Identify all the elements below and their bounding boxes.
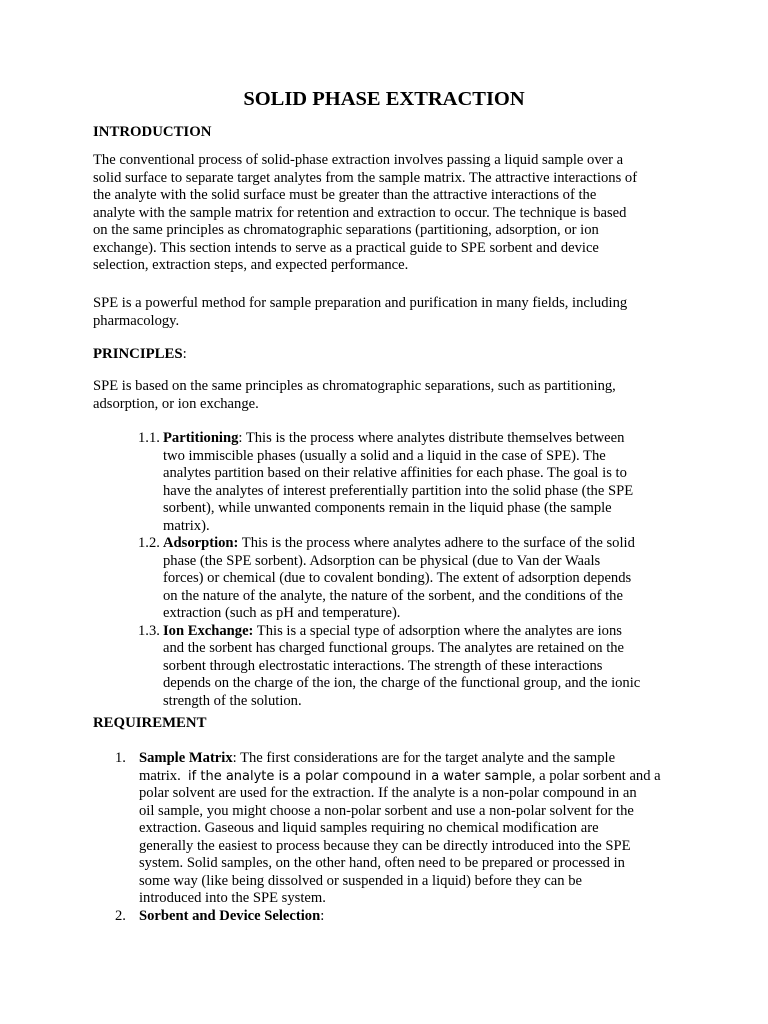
list-item-term: Partitioning <box>163 430 239 446</box>
introduction-paragraph-2 <box>93 295 677 330</box>
text-line <box>163 623 677 641</box>
text-line: on the same principles as chromatographic separations (partitioning, adsorption, or ion <box>93 222 599 238</box>
text-line <box>163 535 677 553</box>
list-item-term: Sorbent and Device Selection <box>139 907 321 924</box>
list-item-term: Sample Matrix <box>139 750 233 766</box>
text-line: polar solvent are used for the extraction. If the analyte is a non-polar compound in an <box>139 785 637 801</box>
introduction-heading: INTRODUCTION <box>93 124 212 140</box>
list-item-sorbent-device-selection <box>93 908 677 926</box>
introduction-paragraph-1 <box>93 152 677 275</box>
text-line: depends on the charge of the ion, the charge of the functional group, and the ionic <box>163 675 641 691</box>
text-line: solid surface to separate target analytes from the sample matrix. The attractive interactions of <box>93 169 638 186</box>
text-line: pharmacology. <box>93 312 180 329</box>
text-line: matrix). <box>163 517 210 534</box>
text-line: introduced into the SPE system. <box>139 890 326 906</box>
list-item-text: , a polar sorbent and a <box>531 767 661 784</box>
text-line: two immiscible phases (usually a solid and a liquid in the case of SPE). The <box>163 447 606 464</box>
text-line: and the sorbent has charged functional groups. The analytes are retained on the <box>163 640 625 656</box>
principles-heading-text: PRINCIPLES <box>93 346 183 362</box>
text-line: phase (the SPE sorbent). Adsorption can be physical (due to Van der Waals <box>163 552 601 569</box>
text-line <box>139 750 677 768</box>
list-item-text: This is the process where analytes adhere to the surface of the solid <box>238 535 635 551</box>
text-line: selection, extraction steps, and expected performance. <box>93 257 409 273</box>
list-item-adsorption <box>93 535 677 623</box>
text-line: system. Solid samples, on the other hand, often need to be prepared or processed in <box>139 855 625 871</box>
text-line: extraction (such as pH and temperature). <box>163 605 401 621</box>
list-item-number: 1.1. <box>138 430 160 446</box>
text-line: analyte with the sample matrix for retention and extraction to occur. The technique is based <box>93 204 627 221</box>
principles-paragraph <box>93 378 677 413</box>
text-line <box>163 430 677 448</box>
text-line <box>139 908 677 926</box>
page-title: SOLID PHASE EXTRACTION <box>243 88 525 110</box>
text-line: have the analytes of interest preferentially partition into the solid phase (the SPE <box>163 482 634 499</box>
list-item-sample-matrix <box>93 750 677 908</box>
text-line: on the nature of the analyte, the nature of the sorbent, and the conditions of the <box>163 587 623 604</box>
list-item-text: This is a special type of adsorption where the analytes are ions <box>253 622 622 639</box>
text-line: sorbent), while unwanted components remain in the liquid phase (the sample <box>163 500 612 516</box>
text-line: sorbent through electrostatic interactions. The strength of these interactions <box>163 657 603 674</box>
list-item-number: 1.2. <box>138 535 160 551</box>
text-line: some way (like being dissolved or suspended in a liquid) before they can be <box>139 872 582 889</box>
text-line: The conventional process of solid-phase extraction involves passing a liquid sample over a <box>93 152 624 168</box>
principles-list <box>93 430 677 710</box>
text-line: extraction. Gaseous and liquid samples requiring no chemical modification are <box>139 820 599 836</box>
list-item-number: 1.3. <box>138 622 160 639</box>
requirement-list <box>93 750 677 925</box>
text-line: oil sample, you might choose a non-polar sorbent and use a non-polar solvent for the <box>139 802 634 819</box>
list-item-number: 1. <box>115 750 126 766</box>
principles-heading <box>93 345 187 363</box>
list-item-ion-exchange <box>93 623 677 711</box>
text-line: adsorption, or ion exchange. <box>93 395 259 412</box>
list-item-text: : This is the process where analytes distribute themselves between <box>238 430 625 446</box>
text-line: the analyte with the solid surface must be greater than the attractive interactions of the <box>93 187 597 203</box>
list-item-number: 2. <box>115 907 126 924</box>
text-line <box>139 768 677 786</box>
requirement-heading: REQUIREMENT <box>93 715 207 731</box>
list-item-term: Adsorption: <box>163 535 239 551</box>
list-item-term: Ion Exchange: <box>163 622 254 639</box>
principles-heading-colon: : <box>182 346 187 362</box>
text-line: generally the easiest to process because they can be directly introduced into the SPE <box>139 837 631 854</box>
text-line: strength of the solution. <box>163 692 302 709</box>
text-line: SPE is a powerful method for sample preparation and purification in many fields, including <box>93 295 628 311</box>
list-item-text: : The first considerations are for the target analyte and the sample <box>232 750 616 766</box>
list-item-text: : <box>320 907 325 924</box>
text-line: analytes partition based on their relative affinities for each phase. The goal is to <box>163 465 627 481</box>
text-line: forces) or chemical (due to covalent bonding). The extent of adsorption depends <box>163 570 632 586</box>
text-line: exchange). This section intends to serve as a practical guide to SPE sorbent and device <box>93 239 599 256</box>
list-item-text: matrix. <box>139 767 189 784</box>
list-item-inline-phrase: if the analyte is a polar compound in a water sample <box>188 768 532 784</box>
text-line: SPE is based on the same principles as chromatographic separations, such as partitioning, <box>93 378 616 394</box>
list-item-partitioning <box>93 430 677 535</box>
